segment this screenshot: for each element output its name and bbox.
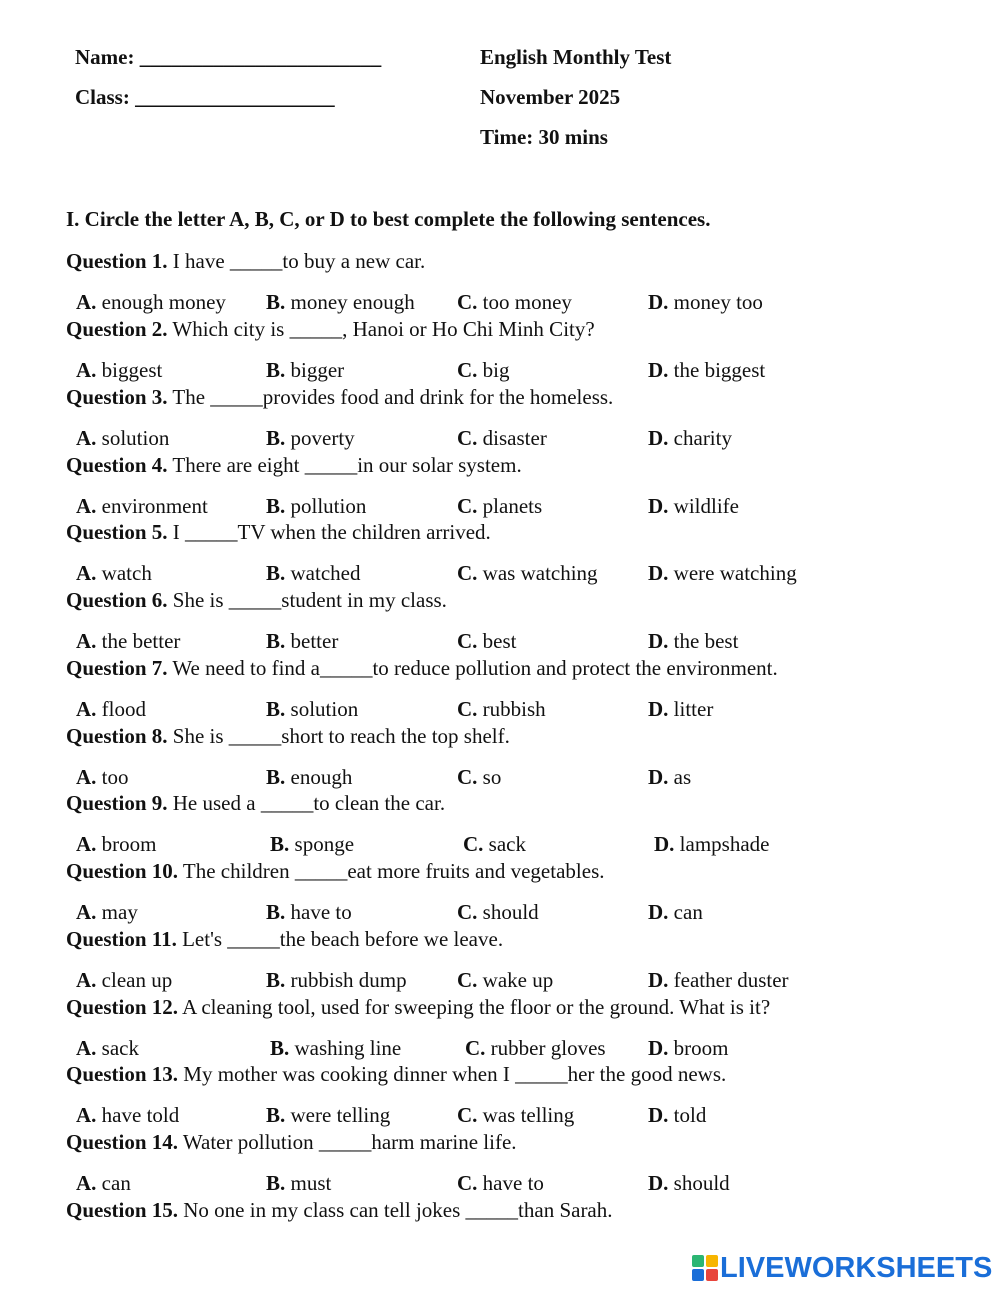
option-a[interactable]: A. flood bbox=[76, 697, 146, 721]
option-c[interactable]: C. was watching bbox=[457, 561, 598, 585]
question-text: He used a _____to clean the car. bbox=[167, 791, 446, 815]
option-d[interactable]: D. the best bbox=[648, 629, 739, 653]
question-text: There are eight _____in our solar system. bbox=[167, 453, 522, 477]
option-b[interactable]: B. watched bbox=[266, 561, 361, 585]
question-14 bbox=[66, 1130, 517, 1155]
question-label: Question 15. bbox=[66, 1198, 179, 1222]
question-text: Let's _____the beach before we leave. bbox=[176, 927, 504, 951]
question-text: The _____provides food and drink for the homeless. bbox=[167, 385, 614, 409]
option-c[interactable]: C. rubbish bbox=[457, 697, 546, 721]
option-d[interactable]: D. litter bbox=[648, 697, 714, 721]
option-d[interactable]: D. broom bbox=[648, 1036, 729, 1060]
option-a[interactable]: A. enough money bbox=[76, 290, 226, 314]
options-row-3 bbox=[0, 426, 1000, 452]
option-b[interactable]: B. washing line bbox=[270, 1036, 402, 1060]
options-row-11 bbox=[0, 968, 1000, 994]
options-row-10 bbox=[0, 900, 1000, 926]
option-c[interactable]: C. should bbox=[457, 900, 539, 924]
option-b[interactable]: B. sponge bbox=[270, 832, 355, 856]
option-b[interactable]: B. have to bbox=[266, 900, 352, 924]
option-d[interactable]: D. the biggest bbox=[648, 358, 766, 382]
option-c[interactable]: C. disaster bbox=[457, 426, 547, 450]
option-d[interactable]: D. told bbox=[648, 1103, 707, 1127]
question-text: A cleaning tool, used for sweeping the floor or the ground. What is it? bbox=[178, 995, 771, 1019]
option-a[interactable]: A. environment bbox=[76, 494, 208, 518]
question-label: Question 12. bbox=[66, 995, 179, 1019]
options-row-9 bbox=[0, 832, 1000, 858]
question-8 bbox=[66, 724, 510, 749]
option-b[interactable]: B. solution bbox=[266, 697, 359, 721]
test-time: Time: 30 mins bbox=[480, 125, 608, 149]
options-row-5 bbox=[0, 561, 1000, 587]
option-d[interactable]: D. charity bbox=[648, 426, 732, 450]
option-c[interactable]: C. big bbox=[457, 358, 510, 382]
option-b[interactable]: B. poverty bbox=[266, 426, 355, 450]
option-a[interactable]: A. solution bbox=[76, 426, 170, 450]
option-b[interactable]: B. better bbox=[266, 629, 339, 653]
option-d[interactable]: D. wildlife bbox=[648, 494, 739, 518]
question-13 bbox=[66, 1062, 726, 1087]
options-row-7 bbox=[0, 697, 1000, 723]
section-instructions: I. Circle the letter A, B, C, or D to best complete the following sentences. bbox=[66, 207, 711, 231]
question-6 bbox=[66, 588, 447, 613]
options-row-14 bbox=[0, 1171, 1000, 1197]
question-label: Question 10. bbox=[66, 859, 179, 883]
question-label: Question 5. bbox=[66, 520, 168, 544]
option-c[interactable]: C. was telling bbox=[457, 1103, 575, 1127]
liveworksheets-logo-icon bbox=[692, 1255, 718, 1281]
options-row-6 bbox=[0, 629, 1000, 655]
options-row-2 bbox=[0, 358, 1000, 384]
options-row-8 bbox=[0, 765, 1000, 791]
question-label: Question 1. bbox=[66, 249, 168, 273]
option-a[interactable]: A. have told bbox=[76, 1103, 180, 1127]
question-text: Which city is _____, Hanoi or Ho Chi Minh City? bbox=[167, 317, 595, 341]
option-b[interactable]: B. must bbox=[266, 1171, 332, 1195]
question-2 bbox=[66, 317, 595, 342]
question-text: She is _____student in my class. bbox=[167, 588, 447, 612]
question-label: Question 8. bbox=[66, 724, 168, 748]
question-text: Water pollution _____harm marine life. bbox=[178, 1130, 517, 1154]
question-label: Question 3. bbox=[66, 385, 168, 409]
question-label: Question 11. bbox=[66, 927, 177, 951]
option-b[interactable]: B. pollution bbox=[266, 494, 367, 518]
option-a[interactable]: A. watch bbox=[76, 561, 152, 585]
option-a[interactable]: A. biggest bbox=[76, 358, 163, 382]
question-label: Question 13. bbox=[66, 1062, 179, 1086]
option-c[interactable]: C. best bbox=[457, 629, 517, 653]
liveworksheets-logo bbox=[692, 1250, 992, 1286]
question-label: Question 4. bbox=[66, 453, 168, 477]
option-d[interactable]: D. feather duster bbox=[648, 968, 789, 992]
option-c[interactable]: C. so bbox=[457, 765, 502, 789]
question-text: She is _____short to reach the top shelf. bbox=[167, 724, 510, 748]
option-a[interactable]: A. may bbox=[76, 900, 138, 924]
question-label: Question 14. bbox=[66, 1130, 179, 1154]
option-d[interactable]: D. can bbox=[648, 900, 703, 924]
option-c[interactable]: C. too money bbox=[457, 290, 572, 314]
question-text: No one in my class can tell jokes _____than Sarah. bbox=[178, 1198, 613, 1222]
option-a[interactable]: A. clean up bbox=[76, 968, 173, 992]
options-row-4 bbox=[0, 494, 1000, 520]
option-b[interactable]: B. enough bbox=[266, 765, 353, 789]
option-d[interactable]: D. money too bbox=[648, 290, 763, 314]
option-b[interactable]: B. rubbish dump bbox=[266, 968, 407, 992]
option-c[interactable]: C. planets bbox=[457, 494, 543, 518]
class-field-label: Class: ___________________ bbox=[75, 85, 335, 109]
question-10 bbox=[66, 859, 605, 884]
option-c[interactable]: C. rubber gloves bbox=[465, 1036, 606, 1060]
option-b[interactable]: B. money enough bbox=[266, 290, 415, 314]
question-label: Question 2. bbox=[66, 317, 168, 341]
question-label: Question 9. bbox=[66, 791, 168, 815]
question-label: Question 7. bbox=[66, 656, 168, 680]
question-text: I _____TV when the children arrived. bbox=[167, 520, 491, 544]
option-d[interactable]: D. should bbox=[648, 1171, 730, 1195]
option-a[interactable]: A. too bbox=[76, 765, 129, 789]
question-1 bbox=[66, 249, 425, 274]
test-date: November 2025 bbox=[480, 85, 621, 109]
question-5 bbox=[66, 520, 491, 545]
question-4 bbox=[66, 453, 522, 478]
option-d[interactable]: D. were watching bbox=[648, 561, 797, 585]
question-9 bbox=[66, 791, 445, 816]
option-a[interactable]: A. broom bbox=[76, 832, 157, 856]
option-b[interactable]: B. were telling bbox=[266, 1103, 391, 1127]
option-d[interactable]: D. lampshade bbox=[654, 832, 770, 856]
option-b[interactable]: B. bigger bbox=[266, 358, 345, 382]
question-11 bbox=[66, 927, 503, 952]
liveworksheets-logo-text: LIVEWORKSHEETS bbox=[720, 1251, 993, 1284]
question-7 bbox=[66, 656, 778, 681]
name-field-label: Name: _______________________ bbox=[75, 45, 382, 69]
option-c[interactable]: C. have to bbox=[457, 1171, 544, 1195]
question-12 bbox=[66, 995, 770, 1020]
options-row-13 bbox=[0, 1103, 1000, 1129]
options-row-12 bbox=[0, 1036, 1000, 1062]
option-d[interactable]: D. as bbox=[648, 765, 692, 789]
question-text: My mother was cooking dinner when I _____her the good news. bbox=[178, 1062, 727, 1086]
question-text: The children _____eat more fruits and vegetables. bbox=[178, 859, 605, 883]
question-label: Question 6. bbox=[66, 588, 168, 612]
option-c[interactable]: C. wake up bbox=[457, 968, 554, 992]
question-text: We need to find a_____to reduce pollution and protect the environment. bbox=[167, 656, 778, 680]
question-3 bbox=[66, 385, 613, 410]
options-row-1 bbox=[0, 290, 1000, 316]
question-text: I have _____to buy a new car. bbox=[167, 249, 426, 273]
test-title: English Monthly Test bbox=[480, 45, 672, 69]
option-c[interactable]: C. sack bbox=[463, 832, 526, 856]
option-a[interactable]: A. sack bbox=[76, 1036, 139, 1060]
question-15 bbox=[66, 1198, 613, 1223]
option-a[interactable]: A. the better bbox=[76, 629, 181, 653]
option-a[interactable]: A. can bbox=[76, 1171, 131, 1195]
